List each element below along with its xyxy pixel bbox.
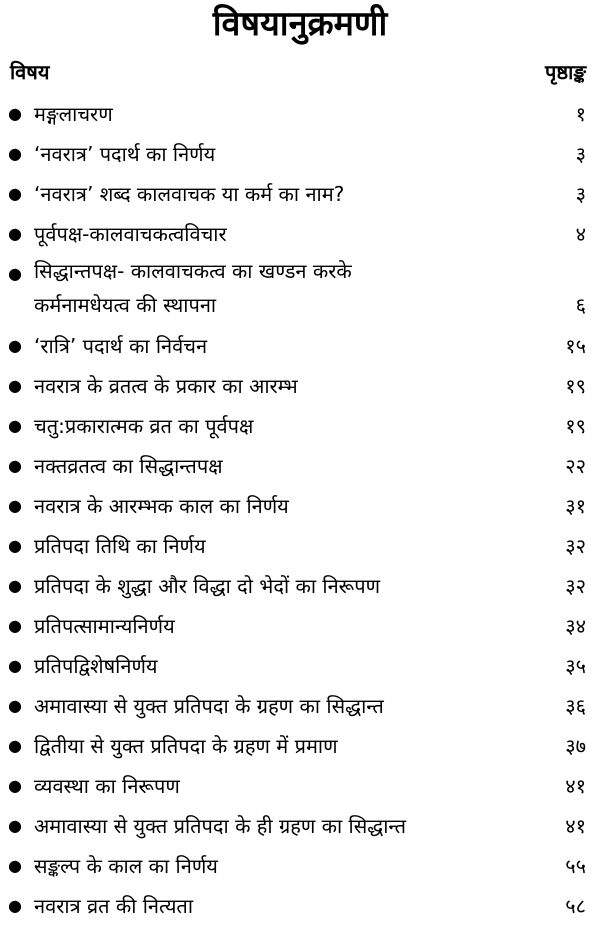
entry-title: व्यवस्था का निरूपण bbox=[34, 774, 180, 798]
bullet-icon: ● bbox=[8, 184, 22, 203]
entry-page-number: १९ bbox=[565, 414, 586, 438]
entry-page-number: १ bbox=[575, 102, 586, 126]
entry-page-number: ५५ bbox=[565, 854, 586, 878]
table-of-contents bbox=[0, 94, 600, 926]
bullet-icon: ● bbox=[8, 376, 22, 395]
toc-entry bbox=[0, 174, 600, 214]
bullet-icon: ● bbox=[8, 416, 22, 435]
bullet-icon: ● bbox=[8, 104, 22, 123]
bullet-icon: ● bbox=[8, 816, 22, 835]
entry-title: अमावास्या से युक्त प्रतिपदा के ही ग्रहण का सिद्धान्त bbox=[34, 814, 406, 838]
entry-title: नवरात्र के व्रतत्व के प्रकार का आरम्भ bbox=[34, 374, 298, 398]
entry-page-number: ३ bbox=[575, 142, 586, 166]
entry-title: नवरात्र के आरम्भक काल का निर्णय bbox=[34, 494, 289, 518]
page-title: विषयानुक्रमणी bbox=[212, 4, 388, 44]
toc-entry bbox=[0, 766, 600, 806]
bullet-icon: ● bbox=[8, 736, 22, 755]
entry-page-number: ३६ bbox=[565, 694, 586, 718]
entry-page-number: ३७ bbox=[565, 734, 586, 758]
entry-page-number: ६ bbox=[575, 293, 586, 317]
entry-title: प्रतिपत्सामान्यनिर्णय bbox=[34, 614, 175, 638]
entry-page-number: ३१ bbox=[565, 494, 586, 518]
entry-title: ‘रात्रि’ पदार्थ का निर्वचन bbox=[34, 334, 208, 358]
entry-page-number: ३४ bbox=[565, 614, 586, 638]
toc-entry bbox=[0, 726, 600, 766]
toc-entry bbox=[0, 526, 600, 566]
bullet-icon: ● bbox=[8, 224, 22, 243]
toc-entry bbox=[0, 566, 600, 606]
entry-title: द्वितीया से युक्त प्रतिपदा के ग्रहण में प्रमाण bbox=[34, 734, 338, 758]
toc-entry bbox=[0, 886, 600, 926]
entry-page-number: १९ bbox=[565, 374, 586, 398]
entry-page-number: २२ bbox=[565, 454, 586, 478]
topic-column-header: विषय bbox=[10, 60, 50, 84]
entry-title: चतु:प्रकारात्मक व्रत का पूर्वपक्ष bbox=[34, 414, 254, 438]
toc-entry bbox=[0, 606, 600, 646]
entry-title-line-1: सिद्धान्तपक्ष- कालवाचकत्व का खण्डन करके bbox=[34, 259, 352, 283]
entry-title: नवरात्र व्रत की नित्यता bbox=[34, 894, 194, 918]
entry-page-number: ४१ bbox=[565, 774, 586, 798]
bullet-icon: ● bbox=[8, 456, 22, 475]
entry-title: मङ्गलाचरण bbox=[34, 102, 113, 126]
entry-page-number: १५ bbox=[565, 334, 586, 358]
entry-title-line-2: कर्मनामधेयत्व की स्थापना bbox=[34, 293, 217, 317]
toc-entry bbox=[0, 254, 600, 326]
bullet-icon: ● bbox=[8, 576, 22, 595]
entry-page-number: ५८ bbox=[565, 894, 586, 918]
entry-title: प्रतिपदा तिथि का निर्णय bbox=[34, 534, 206, 558]
entry-page-number: ४ bbox=[575, 222, 586, 246]
bullet-icon: ● bbox=[8, 536, 22, 555]
entry-title: सङ्कल्प के काल का निर्णय bbox=[34, 854, 218, 878]
entry-title: ‘नवरात्र’ पदार्थ का निर्णय bbox=[34, 142, 216, 166]
bullet-icon: ● bbox=[8, 144, 22, 163]
bullet-icon: ● bbox=[8, 616, 22, 635]
bullet-icon: ● bbox=[8, 896, 22, 915]
entry-title: अमावास्या से युक्त प्रतिपदा के ग्रहण का सिद्धान्त bbox=[34, 694, 384, 718]
entry-title bbox=[34, 254, 494, 322]
bullet-icon: ● bbox=[8, 656, 22, 675]
entry-title: ‘नवरात्र’ शब्द कालवाचक या कर्म का नाम? bbox=[34, 182, 345, 206]
toc-entry bbox=[0, 134, 600, 174]
toc-entry bbox=[0, 326, 600, 366]
entry-page-number: ३२ bbox=[565, 534, 586, 558]
toc-entry bbox=[0, 806, 600, 846]
toc-entry bbox=[0, 94, 600, 134]
entry-title: प्रतिपद्विशेषनिर्णय bbox=[34, 654, 158, 678]
bullet-icon: ● bbox=[8, 696, 22, 715]
entry-title: प्रतिपदा के शुद्धा और विद्धा दो भेदों का निरूपण bbox=[34, 574, 381, 598]
bullet-icon: ● bbox=[8, 336, 22, 355]
entry-page-number: ३५ bbox=[565, 654, 586, 678]
toc-entry bbox=[0, 406, 600, 446]
toc-entry bbox=[0, 846, 600, 886]
bullet-icon: ● bbox=[8, 776, 22, 795]
entry-title: पूर्वपक्ष-कालवाचकत्वविचार bbox=[34, 222, 227, 246]
page-column-header: पृष्ठाङ्क bbox=[545, 60, 586, 84]
bullet-icon: ● bbox=[8, 856, 22, 875]
bullet-icon: ● bbox=[8, 496, 22, 515]
entry-page-number: ४१ bbox=[565, 814, 586, 838]
toc-entry bbox=[0, 214, 600, 254]
entry-page-number: ३२ bbox=[565, 574, 586, 598]
toc-entry bbox=[0, 646, 600, 686]
toc-entry bbox=[0, 486, 600, 526]
toc-entry bbox=[0, 366, 600, 406]
toc-entry bbox=[0, 446, 600, 486]
entry-page-number: ३ bbox=[575, 182, 586, 206]
bullet-icon: ● bbox=[8, 264, 22, 283]
entry-title: नक्तव्रतत्व का सिद्धान्तपक्ष bbox=[34, 454, 223, 478]
toc-entry bbox=[0, 686, 600, 726]
